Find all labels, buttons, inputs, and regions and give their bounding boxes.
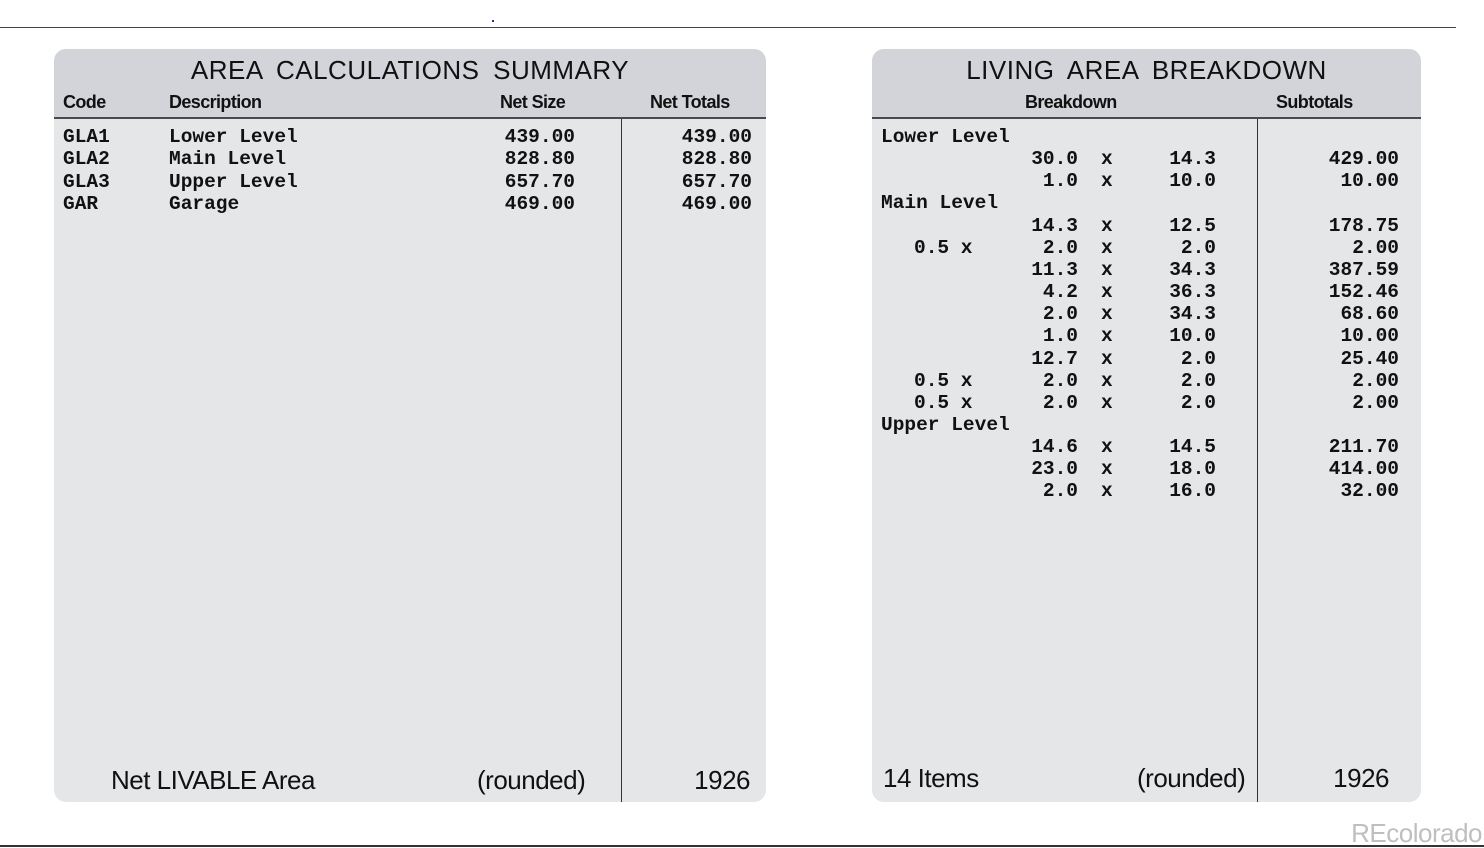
dimension-b: 14.3 bbox=[1169, 148, 1216, 171]
times-sign: x bbox=[1101, 170, 1113, 193]
dimension-a: 2.0 bbox=[1042, 236, 1078, 259]
dimension-b: 2.0 bbox=[1180, 236, 1216, 259]
times-sign: x bbox=[1101, 369, 1113, 392]
times-sign: x bbox=[1101, 303, 1113, 326]
section-label: Main Level bbox=[881, 192, 999, 215]
subtotal: 2.00 bbox=[1352, 391, 1399, 414]
panel-title: AREA CALCULATIONS SUMMARY bbox=[190, 55, 630, 85]
subtotal: 211.70 bbox=[1328, 436, 1399, 459]
dimension-a: 2.0 bbox=[1042, 369, 1078, 392]
factor: 0.5 x bbox=[914, 391, 973, 414]
row-net-total: 469.00 bbox=[681, 192, 752, 215]
row-code: GAR bbox=[63, 192, 99, 215]
subtotal: 10.00 bbox=[1340, 170, 1399, 193]
row-net-size: 469.00 bbox=[504, 192, 575, 215]
dimension-b: 14.5 bbox=[1169, 436, 1216, 459]
panel-header bbox=[54, 49, 766, 119]
dimension-b: 36.3 bbox=[1169, 281, 1216, 304]
row-code: GLA1 bbox=[63, 126, 110, 148]
dimension-a: 11.3 bbox=[1031, 258, 1078, 281]
col-header-net-size: Net Size bbox=[500, 92, 566, 112]
dimension-a: 4.2 bbox=[1042, 281, 1078, 304]
subtotal: 68.60 bbox=[1340, 303, 1399, 326]
subtotal: 2.00 bbox=[1352, 369, 1399, 392]
factor: 0.5 x bbox=[914, 236, 973, 259]
subtotal: 414.00 bbox=[1328, 458, 1399, 481]
dimension-b: 18.0 bbox=[1169, 458, 1216, 481]
dimension-b: 10.0 bbox=[1169, 325, 1216, 348]
dimension-a: 2.0 bbox=[1042, 303, 1078, 326]
dimension-a: 30.0 bbox=[1031, 148, 1078, 171]
dimension-b: 34.3 bbox=[1169, 303, 1216, 326]
times-sign: x bbox=[1101, 236, 1113, 259]
footer-total: 1926 bbox=[694, 765, 750, 795]
times-sign: x bbox=[1101, 258, 1113, 281]
times-sign: x bbox=[1101, 148, 1113, 171]
row-description: Main Level bbox=[169, 148, 287, 171]
row-code: GLA3 bbox=[63, 170, 110, 193]
top-rule bbox=[0, 27, 1456, 28]
times-sign: x bbox=[1101, 458, 1113, 481]
footer-label: Net LIVABLE Area bbox=[111, 765, 315, 795]
times-sign: x bbox=[1101, 347, 1113, 370]
row-net-total: 439.00 bbox=[681, 126, 752, 148]
footer-rounded: (rounded) bbox=[1137, 763, 1246, 793]
dimension-a: 14.3 bbox=[1031, 214, 1078, 237]
row-description: Upper Level bbox=[169, 170, 298, 193]
times-sign: x bbox=[1101, 214, 1113, 237]
dimension-a: 12.7 bbox=[1031, 347, 1078, 370]
row-description: Garage bbox=[169, 192, 240, 215]
section-label: Lower Level bbox=[881, 126, 1010, 148]
times-sign: x bbox=[1101, 391, 1113, 414]
subtotal: 429.00 bbox=[1328, 148, 1399, 171]
watermark-logo: REcolorado bbox=[1351, 818, 1482, 848]
subtotal: 25.40 bbox=[1340, 347, 1399, 370]
panel-header bbox=[872, 49, 1421, 119]
col-header-breakdown: Breakdown bbox=[1025, 92, 1117, 112]
living-area-breakdown-panel bbox=[872, 49, 1421, 802]
footer-items: 14 Items bbox=[883, 763, 979, 793]
row-net-size: 657.70 bbox=[504, 170, 575, 193]
section-label: Upper Level bbox=[881, 413, 1010, 436]
row-net-size: 439.00 bbox=[504, 126, 575, 148]
subtotal: 32.00 bbox=[1340, 480, 1399, 503]
subtotal: 10.00 bbox=[1340, 325, 1399, 348]
times-sign: x bbox=[1101, 281, 1113, 304]
dimension-b: 2.0 bbox=[1180, 347, 1216, 370]
column-divider bbox=[621, 119, 622, 802]
column-divider bbox=[1257, 119, 1258, 802]
subtotal: 178.75 bbox=[1328, 214, 1399, 237]
dimension-a: 2.0 bbox=[1042, 480, 1078, 503]
col-header-description: Description bbox=[169, 92, 262, 112]
subtotal: 2.00 bbox=[1352, 236, 1399, 259]
panel-title: LIVING AREA BREAKDOWN bbox=[966, 55, 1327, 85]
row-description: Lower Level bbox=[169, 126, 298, 148]
bottom-rule bbox=[0, 845, 1484, 847]
dimension-b: 2.0 bbox=[1180, 391, 1216, 414]
dimension-a: 2.0 bbox=[1042, 391, 1078, 414]
row-net-total: 828.80 bbox=[681, 148, 752, 171]
dimension-b: 12.5 bbox=[1169, 214, 1216, 237]
dimension-a: 1.0 bbox=[1042, 325, 1078, 348]
dimension-a: 23.0 bbox=[1031, 458, 1078, 481]
col-header-subtotals: Subtotals bbox=[1276, 92, 1353, 112]
dimension-b: 34.3 bbox=[1169, 258, 1216, 281]
col-header-net-totals: Net Totals bbox=[650, 92, 730, 112]
dimension-a: 14.6 bbox=[1031, 436, 1078, 459]
times-sign: x bbox=[1101, 436, 1113, 459]
row-net-total: 657.70 bbox=[681, 170, 752, 193]
footer-total: 1926 bbox=[1333, 763, 1389, 793]
row-code: GLA2 bbox=[63, 148, 110, 171]
times-sign: x bbox=[1101, 480, 1113, 503]
subtotal: 387.59 bbox=[1328, 258, 1399, 281]
col-header-code: Code bbox=[63, 92, 106, 112]
footer-rounded: (rounded) bbox=[477, 765, 586, 795]
area-calculations-summary-panel bbox=[54, 49, 766, 802]
dimension-b: 2.0 bbox=[1180, 369, 1216, 392]
factor: 0.5 x bbox=[914, 369, 973, 392]
subtotal: 152.46 bbox=[1328, 281, 1399, 304]
marker-dot bbox=[492, 20, 494, 22]
dimension-a: 1.0 bbox=[1042, 170, 1078, 193]
times-sign: x bbox=[1101, 325, 1113, 348]
dimension-b: 16.0 bbox=[1169, 480, 1216, 503]
row-net-size: 828.80 bbox=[504, 148, 575, 171]
dimension-b: 10.0 bbox=[1169, 170, 1216, 193]
